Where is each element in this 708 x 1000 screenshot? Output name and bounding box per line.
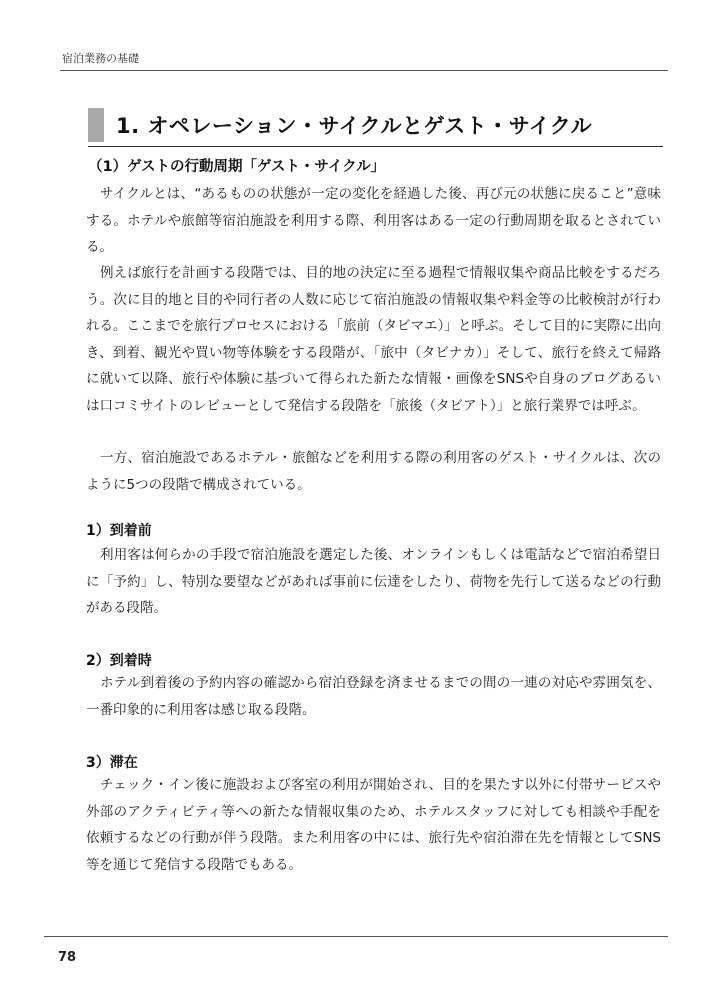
intro-paragraph-3: 一方、宿泊施設であるホテル・旅館などを利用する際の利用客のゲスト・サイクルは、次のように5つの段階で構成されている。: [86, 450, 661, 493]
page-number: 78: [58, 950, 77, 965]
stage-text-pre-arrival: 利用客は何らかの手段で宿泊施設を選定した後、オンラインもしくは電話などで宿泊希望日に「予約」し、特別な要望などがあれば事前に伝達をしたり、荷物を先行して送るなどの行動がある段階。: [86, 547, 661, 616]
chapter-title: 1. オペレーション・サイクルとゲスト・サイクル: [116, 114, 593, 138]
intro-paragraph-2: 例えば旅行を計画する段階では、目的地の決定に至る過程で情報収集や商品比較をするだろう。次に目的地と目的や同行者の人数に応じて宿泊施設の情報収集や料金等の比較検討が行われる。ここまでを旅行プロセスにおける「旅前（タビマエ）」と呼ぶ。そして目的に実際に出向き、到着、観光や買い物等体験をする段階が、「旅中（タビナカ）」そして、旅行を終えて帰路に就いて以降、旅行や体験に基づいて得られた新たな情報・画像をSNSや自身のブログあるいは口コミサイトのレビューとして発信する段階を「旅後（タビアト）」と旅行業界では呼ぶ。: [86, 265, 661, 414]
stage-heading-arrival: 2）到着時: [86, 653, 152, 669]
heading-accent-bar: [88, 108, 104, 142]
header-divider: [60, 70, 668, 71]
chapter-heading-divider: [88, 146, 663, 147]
stage-heading-stay: 3）滞在: [86, 755, 138, 771]
running-title: 宿泊業務の基礎: [62, 52, 139, 65]
chapter-heading: [88, 106, 648, 144]
footer-divider: [44, 936, 668, 937]
section-title: （1）ゲストの行動周期「ゲスト・サイクル」: [88, 159, 386, 175]
stage-text-stay: チェック・イン後に施設および客室の利用が開始され、目的を果たす以外に付帯サービスや外部のアクティビティ等への新たな情報収集のため、ホテルスタッフに対しても相談や手配を依頼するなどの行動が伴う段階。また利用客の中には、旅行先や宿泊滞在先を情報としてSNS等を通じて発信する段階でもある。: [86, 777, 661, 873]
stage-text-arrival: ホテル到着後の予約内容の確認から宿泊登録を済ませるまでの間の一連の対応や雰囲気を、一番印象的に利用客は感じ取る段階。: [86, 675, 661, 718]
intro-paragraph-1: サイクルとは、“あるものの状態が一定の変化を経過した後、再び元の状態に戻ること”意味する。ホテルや旅館等宿泊施設を利用する際、利用客はある一定の行動周期を取るとされている。: [86, 186, 661, 255]
stage-heading-pre-arrival: 1）到着前: [86, 523, 152, 539]
